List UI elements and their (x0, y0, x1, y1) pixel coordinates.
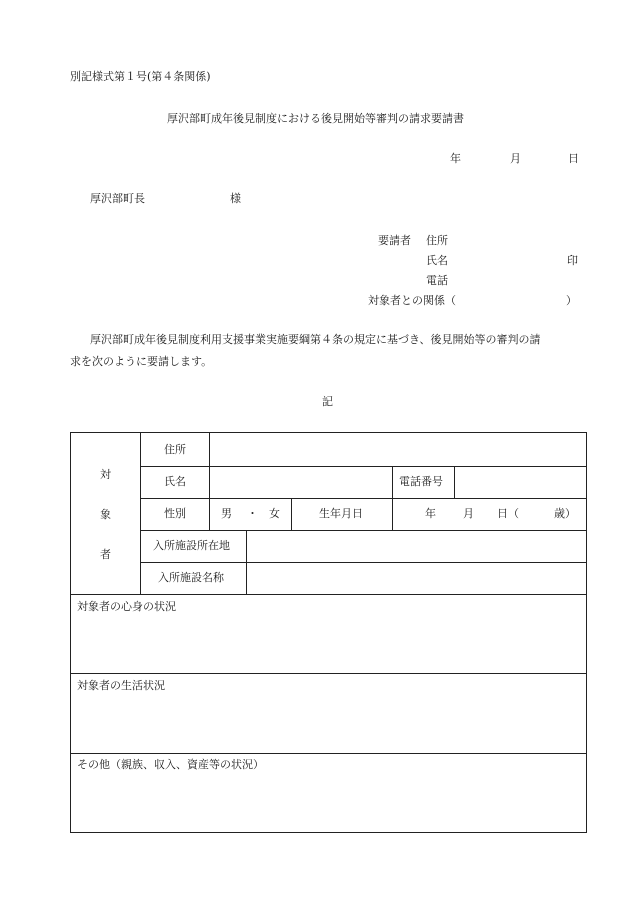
request-form-table (70, 432, 587, 833)
requester-name-label: 氏名 (426, 254, 448, 267)
relation-close-paren: ） (566, 294, 577, 307)
facility-address-label: 入所施設所在地 (153, 539, 230, 552)
gender-male: 男 (221, 507, 232, 520)
column-divider (209, 433, 210, 530)
column-divider (291, 498, 292, 530)
body-line-2: 求を次のように要請します。 (70, 355, 213, 368)
facility-name-label: 入所施設名称 (158, 571, 224, 584)
other-status-label: その他（親族、収入、資産等の状況） (77, 758, 264, 771)
ki-heading: 記 (322, 395, 333, 408)
form-number: 別記様式第１号(第４条関係) (70, 70, 211, 83)
date-day-label: 日 (568, 152, 579, 165)
column-divider (246, 530, 247, 594)
row-divider (71, 753, 586, 754)
document-title: 厚沢部町成年後見制度における後見開始等審判の請求要請書 (167, 112, 464, 125)
birth-year-label: 年 (425, 507, 436, 520)
row-divider (140, 530, 586, 531)
addressee-honorific: 様 (230, 192, 241, 205)
row-divider (140, 466, 586, 467)
relation-label: 対象者との関係（ (368, 294, 456, 307)
requester-phone-label: 電話 (426, 274, 448, 287)
mental-state-label: 対象者の心身の状況 (77, 600, 176, 613)
gender-separator: ・ (247, 507, 258, 520)
subject-char: 対 (100, 468, 111, 481)
living-state-label: 対象者の生活状況 (77, 679, 165, 692)
body-line-1: 厚沢部町成年後見制度利用支援事業実施要綱第４条の規定に基づき、後見開始等の審判の請 (90, 333, 541, 346)
address-label: 住所 (164, 443, 186, 456)
birth-day-label: 日（ (497, 507, 519, 520)
row-divider (71, 594, 586, 595)
column-divider (454, 466, 455, 498)
gender-label: 性別 (164, 507, 186, 520)
age-label: 歳） (554, 507, 576, 520)
requester-label: 要請者 (378, 234, 411, 247)
birthdate-label: 生年月日 (319, 507, 363, 520)
seal-mark: 印 (567, 254, 578, 267)
column-divider (392, 466, 393, 530)
subject-char: 者 (100, 548, 111, 561)
date-month-label: 月 (510, 152, 521, 165)
birth-month-label: 月 (463, 507, 474, 520)
row-divider (71, 673, 586, 674)
row-divider (140, 498, 586, 499)
subject-char: 象 (100, 508, 111, 521)
gender-female: 女 (269, 507, 280, 520)
date-year-label: 年 (450, 152, 461, 165)
phone-label: 電話番号 (399, 475, 443, 488)
row-divider (140, 562, 586, 563)
column-divider (140, 433, 141, 594)
requester-address-label: 住所 (426, 234, 448, 247)
name-label: 氏名 (164, 475, 186, 488)
addressee-name: 厚沢部町長 (90, 192, 145, 205)
